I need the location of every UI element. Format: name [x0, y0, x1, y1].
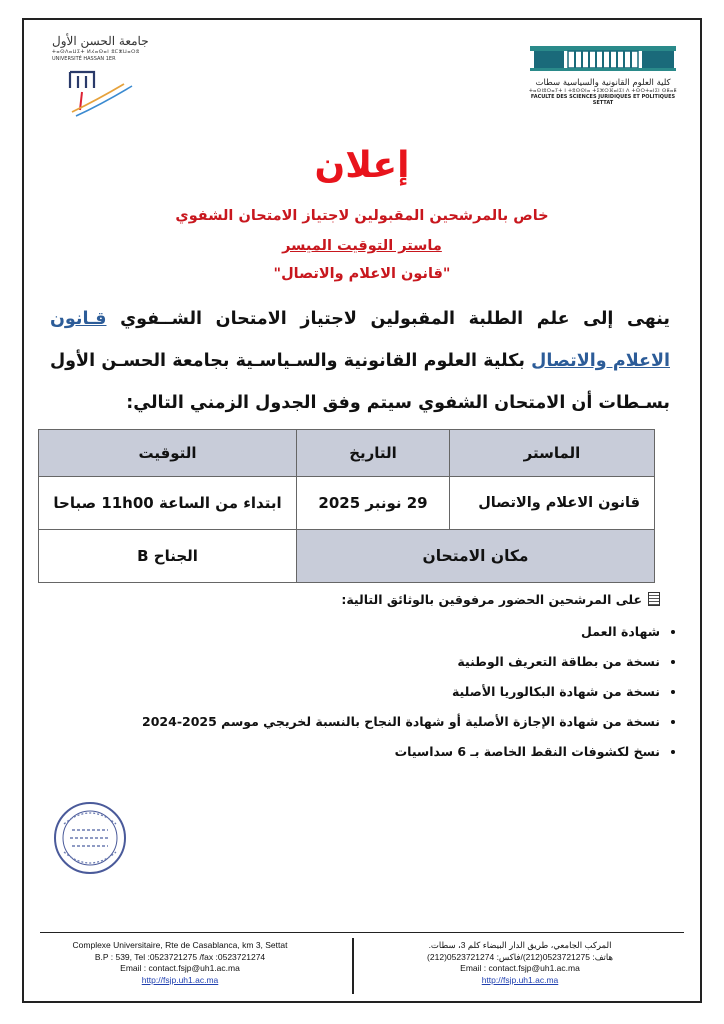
announcement-title: إعلان [314, 145, 410, 186]
documents-list [100, 620, 688, 770]
faculty-name-french: FACULTE DES SCIENCES JURIDIQUES ET POLITIQUES SETTAT [530, 94, 676, 106]
footer-website-link-ar[interactable]: http://fsjp.uh1.ac.ma [481, 974, 559, 985]
list-item: • نسخة من شهادة الإجازة الأصلية أو شهادة النجاح بالنسبة لخريجي موسم 2025-2024 [100, 710, 660, 740]
footer-address-ar: المركب الجامعي، طريق الدار البيضاء كلم 3، سطات. [428, 940, 612, 950]
faculty-building-icon [528, 42, 678, 72]
body-specialty-highlight: قـانون الاعلام والاتصال [50, 309, 670, 371]
footer-website-link-fr[interactable]: http://fsjp.uh1.ac.ma [141, 974, 219, 985]
footer-email-fr: Email : contact.fsjp@uh1.ac.ma [120, 963, 240, 973]
faculty-name-arabic: كلية العلوم القانونية والسياسية سطات [535, 78, 671, 88]
column-header-time: التوقيت [39, 430, 297, 477]
footer-address-fr: Complexe Universitaire, Rte de Casablanca, km 3, Settat [72, 940, 288, 950]
footer-divider [352, 938, 354, 994]
cell-location-value: الجناح B [39, 530, 297, 583]
list-item: • نسخة من بطاقة التعريف الوطنية [100, 650, 660, 680]
cell-location-label: مكان الامتحان [297, 530, 655, 583]
footer-rule [40, 932, 684, 933]
announcement-subtitle: خاص بالمرشحين المقبولين لاجتياز الامتحان الشفوي [175, 208, 549, 224]
faculty-logo [528, 42, 678, 106]
body-text-part1: ينهى إلى علم الطلبة المقبولين لاجتياز الامتحان الشــفوي [106, 309, 670, 329]
list-item: • نسخ لكشوفات النقط الخاصة بـ 6 سداسيات [100, 740, 660, 770]
program-name: ماستر التوقيت الميسر [282, 238, 442, 254]
specialty-name: "قانون الاعلام والاتصال" [273, 266, 451, 282]
documents-heading-text: على المرشحين الحضور مرفوقين بالوثائق التالية: [341, 592, 642, 607]
cell-date: 29 نونبر 2025 [297, 477, 450, 530]
footer-email-ar: Email : contact.fsjp@uh1.ac.ma [460, 963, 580, 973]
university-logo [52, 34, 162, 121]
university-name-tifinagh: ⵜⴰⵙⴷⴰⵡⵉⵜ ⵍⵃⴰⵙⴰⵏ ⵓⵎⵣⵡⴰⵔⵓ [52, 49, 140, 55]
document-icon [648, 592, 660, 606]
footer-arabic [370, 940, 670, 986]
body-text-part2: بكلية العلوم القانونية والسـياسـية بجامعة الحسـن الأول بسـطات أن الامتحان الشفوي سيتم وفق الجدول الزمني التالي: [50, 351, 670, 413]
footer-phone-fr: B.P : 539, Tel :0523721275 /fax :0523721274 [94, 951, 266, 962]
column-header-master: الماستر [450, 430, 655, 477]
university-emblem-icon [52, 62, 142, 117]
cell-time: ابتداء من الساعة 11h00 صباحا [39, 477, 297, 530]
faculty-name-tifinagh: ⵜⴰⵙⵏⵓⵔⴰⵢⵜ ⵏ ⵜⵓⵙⵙⵏⴰ ⵜⵉⵣⵔⴼⴰⵏⵉⵏ ⴷ ⵜⵙⵔⵜⴰⵏⵉⵏ ⵙⵟⴰⵟ [529, 88, 677, 94]
announcement-body [50, 298, 670, 424]
footer-phone-ar: هاتف: 0523721275(212)/فاكس: 0523721274(212) [427, 951, 613, 962]
university-name-arabic: جامعة الحسن الأول [52, 34, 149, 48]
table-row-location [39, 530, 655, 583]
footer-french [30, 940, 330, 986]
list-item: • شهادة العمل [100, 620, 660, 650]
official-seal-stamp [52, 800, 128, 876]
table-row [39, 477, 655, 530]
cell-master: قانون الاعلام والاتصال [450, 477, 655, 530]
list-item: • نسخة من شهادة البكالوريا الأصلية [100, 680, 660, 710]
documents-heading [290, 592, 660, 607]
university-name-french: UNIVERSITÉ HASSAN 1ER [52, 56, 116, 62]
schedule-table [38, 429, 655, 583]
column-header-date: التاريخ [297, 430, 450, 477]
schedule-header-row [39, 430, 655, 477]
